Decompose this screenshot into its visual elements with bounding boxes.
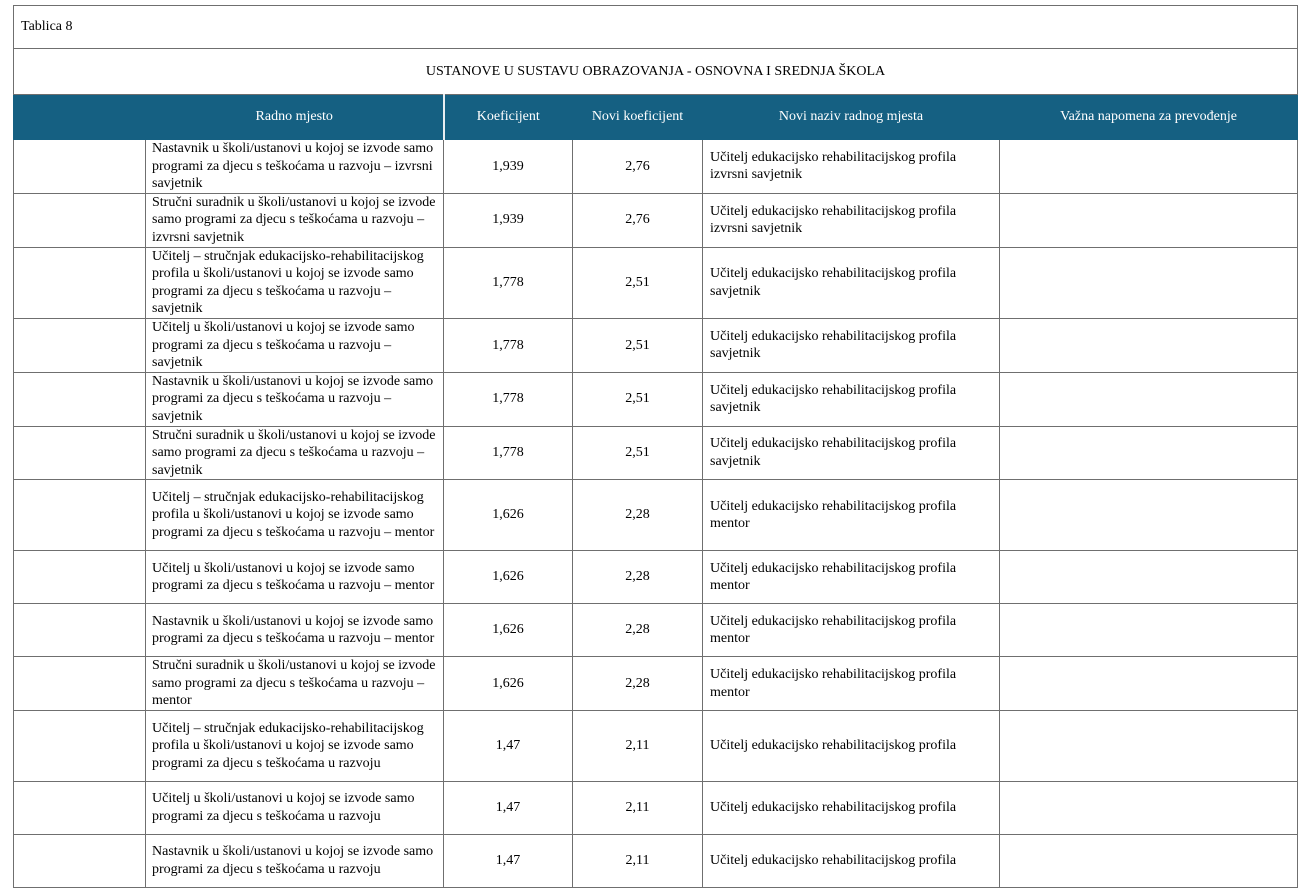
header-radno-mjesto: Radno mjesto (146, 95, 444, 140)
cell-novi-koeficijent: 2,28 (573, 480, 703, 551)
column-header-row (14, 95, 1298, 140)
cell-koeficijent: 1,778 (444, 247, 573, 318)
cell-novi-koeficijent: 2,11 (573, 835, 703, 888)
cell-napomena (1000, 318, 1298, 372)
cell-novi-koeficijent: 2,76 (573, 193, 703, 247)
row-empty-cell (14, 657, 146, 711)
table-row (14, 426, 1298, 480)
cell-radno-mjesto: Nastavnik u školi/ustanovi u kojoj se izvode samo programi za djecu s teškoćama u razvoju – izvrsni savjetnik (146, 140, 444, 194)
cell-koeficijent: 1,778 (444, 318, 573, 372)
cell-koeficijent: 1,626 (444, 551, 573, 604)
cell-napomena (1000, 372, 1298, 426)
row-empty-cell (14, 604, 146, 657)
header-novi-koeficijent: Novi koeficijent (573, 95, 703, 140)
header-koeficijent: Koeficijent (444, 95, 573, 140)
table-title: USTANOVE U SUSTAVU OBRAZOVANJA - OSNOVNA I SREDNJA ŠKOLA (14, 49, 1298, 95)
cell-novi-koeficijent: 2,11 (573, 711, 703, 782)
cell-koeficijent: 1,626 (444, 604, 573, 657)
table-row (14, 604, 1298, 657)
header-napomena: Važna napomena za prevođenje (1000, 95, 1298, 140)
cell-radno-mjesto: Stručni suradnik u školi/ustanovi u kojoj se izvode samo programi za djecu s teškoćama u razvoju – savjetnik (146, 426, 444, 480)
cell-radno-mjesto: Učitelj u školi/ustanovi u kojoj se izvode samo programi za djecu s teškoćama u razvoju – savjetnik (146, 318, 444, 372)
row-empty-cell (14, 835, 146, 888)
cell-napomena (1000, 193, 1298, 247)
cell-novi-koeficijent: 2,76 (573, 140, 703, 194)
cell-novi-naziv: Učitelj edukacijsko rehabilitacijskog profila savjetnik (703, 426, 1000, 480)
cell-radno-mjesto: Učitelj – stručnjak edukacijsko-rehabilitacijskog profila u školi/ustanovi u kojoj se izvode samo programi za djecu s teškoćama u razvoju – savjetnik (146, 247, 444, 318)
table-caption: Tablica 8 (14, 6, 1298, 49)
row-empty-cell (14, 193, 146, 247)
cell-novi-koeficijent: 2,51 (573, 318, 703, 372)
cell-koeficijent: 1,626 (444, 480, 573, 551)
row-empty-cell (14, 426, 146, 480)
cell-napomena (1000, 551, 1298, 604)
cell-napomena (1000, 247, 1298, 318)
cell-novi-naziv: Učitelj edukacijsko rehabilitacijskog profila savjetnik (703, 247, 1000, 318)
cell-koeficijent: 1,939 (444, 193, 573, 247)
cell-radno-mjesto: Učitelj – stručnjak edukacijsko-rehabilitacijskog profila u školi/ustanovi u kojoj se izvode samo programi za djecu s teškoćama u razvoju (146, 711, 444, 782)
table-row (14, 480, 1298, 551)
cell-novi-koeficijent: 2,11 (573, 782, 703, 835)
cell-radno-mjesto: Stručni suradnik u školi/ustanovi u kojoj se izvode samo programi za djecu s teškoćama u razvoju – mentor (146, 657, 444, 711)
cell-novi-naziv: Učitelj edukacijsko rehabilitacijskog profila izvrsni savjetnik (703, 140, 1000, 194)
cell-radno-mjesto: Stručni suradnik u školi/ustanovi u kojoj se izvode samo programi za djecu s teškoćama u razvoju – izvrsni savjetnik (146, 193, 444, 247)
cell-novi-naziv: Učitelj edukacijsko rehabilitacijskog profila mentor (703, 657, 1000, 711)
cell-novi-koeficijent: 2,28 (573, 551, 703, 604)
table-row (14, 372, 1298, 426)
cell-radno-mjesto: Učitelj u školi/ustanovi u kojoj se izvode samo programi za djecu s teškoćama u razvoju – mentor (146, 551, 444, 604)
cell-napomena (1000, 782, 1298, 835)
caption-row (14, 6, 1298, 49)
cell-novi-koeficijent: 2,51 (573, 426, 703, 480)
row-empty-cell (14, 551, 146, 604)
row-empty-cell (14, 140, 146, 194)
cell-koeficijent: 1,626 (444, 657, 573, 711)
cell-radno-mjesto: Nastavnik u školi/ustanovi u kojoj se izvode samo programi za djecu s teškoćama u razvoju (146, 835, 444, 888)
table-row (14, 140, 1298, 194)
table-body (14, 140, 1298, 888)
cell-koeficijent: 1,778 (444, 426, 573, 480)
cell-radno-mjesto: Nastavnik u školi/ustanovi u kojoj se izvode samo programi za djecu s teškoćama u razvoju – mentor (146, 604, 444, 657)
row-empty-cell (14, 318, 146, 372)
cell-novi-koeficijent: 2,28 (573, 604, 703, 657)
cell-novi-koeficijent: 2,28 (573, 657, 703, 711)
cell-radno-mjesto: Učitelj u školi/ustanovi u kojoj se izvode samo programi za djecu s teškoćama u razvoju (146, 782, 444, 835)
cell-koeficijent: 1,939 (444, 140, 573, 194)
title-row (14, 49, 1298, 95)
cell-novi-naziv: Učitelj edukacijsko rehabilitacijskog profila (703, 711, 1000, 782)
header-novi-naziv: Novi naziv radnog mjesta (703, 95, 1000, 140)
row-empty-cell (14, 247, 146, 318)
cell-novi-naziv: Učitelj edukacijsko rehabilitacijskog profila savjetnik (703, 372, 1000, 426)
cell-napomena (1000, 140, 1298, 194)
row-empty-cell (14, 711, 146, 782)
cell-novi-naziv: Učitelj edukacijsko rehabilitacijskog profila (703, 782, 1000, 835)
cell-radno-mjesto: Nastavnik u školi/ustanovi u kojoj se izvode samo programi za djecu s teškoćama u razvoju – savjetnik (146, 372, 444, 426)
cell-napomena (1000, 835, 1298, 888)
table-row (14, 551, 1298, 604)
cell-novi-naziv: Učitelj edukacijsko rehabilitacijskog profila mentor (703, 604, 1000, 657)
table-row (14, 711, 1298, 782)
coefficients-table (13, 5, 1298, 888)
cell-koeficijent: 1,47 (444, 711, 573, 782)
table-row (14, 318, 1298, 372)
cell-novi-naziv: Učitelj edukacijsko rehabilitacijskog profila savjetnik (703, 318, 1000, 372)
header-empty (14, 95, 146, 140)
row-empty-cell (14, 480, 146, 551)
cell-koeficijent: 1,47 (444, 835, 573, 888)
cell-napomena (1000, 657, 1298, 711)
table-row (14, 247, 1298, 318)
table-row (14, 193, 1298, 247)
cell-novi-naziv: Učitelj edukacijsko rehabilitacijskog profila izvrsni savjetnik (703, 193, 1000, 247)
cell-novi-naziv: Učitelj edukacijsko rehabilitacijskog profila mentor (703, 480, 1000, 551)
row-empty-cell (14, 372, 146, 426)
cell-radno-mjesto: Učitelj – stručnjak edukacijsko-rehabilitacijskog profila u školi/ustanovi u kojoj se izvode samo programi za djecu s teškoćama u razvoju – mentor (146, 480, 444, 551)
cell-novi-naziv: Učitelj edukacijsko rehabilitacijskog profila mentor (703, 551, 1000, 604)
cell-koeficijent: 1,778 (444, 372, 573, 426)
row-empty-cell (14, 782, 146, 835)
table-row (14, 835, 1298, 888)
cell-napomena (1000, 604, 1298, 657)
cell-napomena (1000, 426, 1298, 480)
cell-novi-naziv: Učitelj edukacijsko rehabilitacijskog profila (703, 835, 1000, 888)
table-row (14, 657, 1298, 711)
document-table-container (13, 5, 1297, 888)
cell-novi-koeficijent: 2,51 (573, 372, 703, 426)
cell-napomena (1000, 711, 1298, 782)
cell-koeficijent: 1,47 (444, 782, 573, 835)
cell-napomena (1000, 480, 1298, 551)
table-row (14, 782, 1298, 835)
cell-novi-koeficijent: 2,51 (573, 247, 703, 318)
